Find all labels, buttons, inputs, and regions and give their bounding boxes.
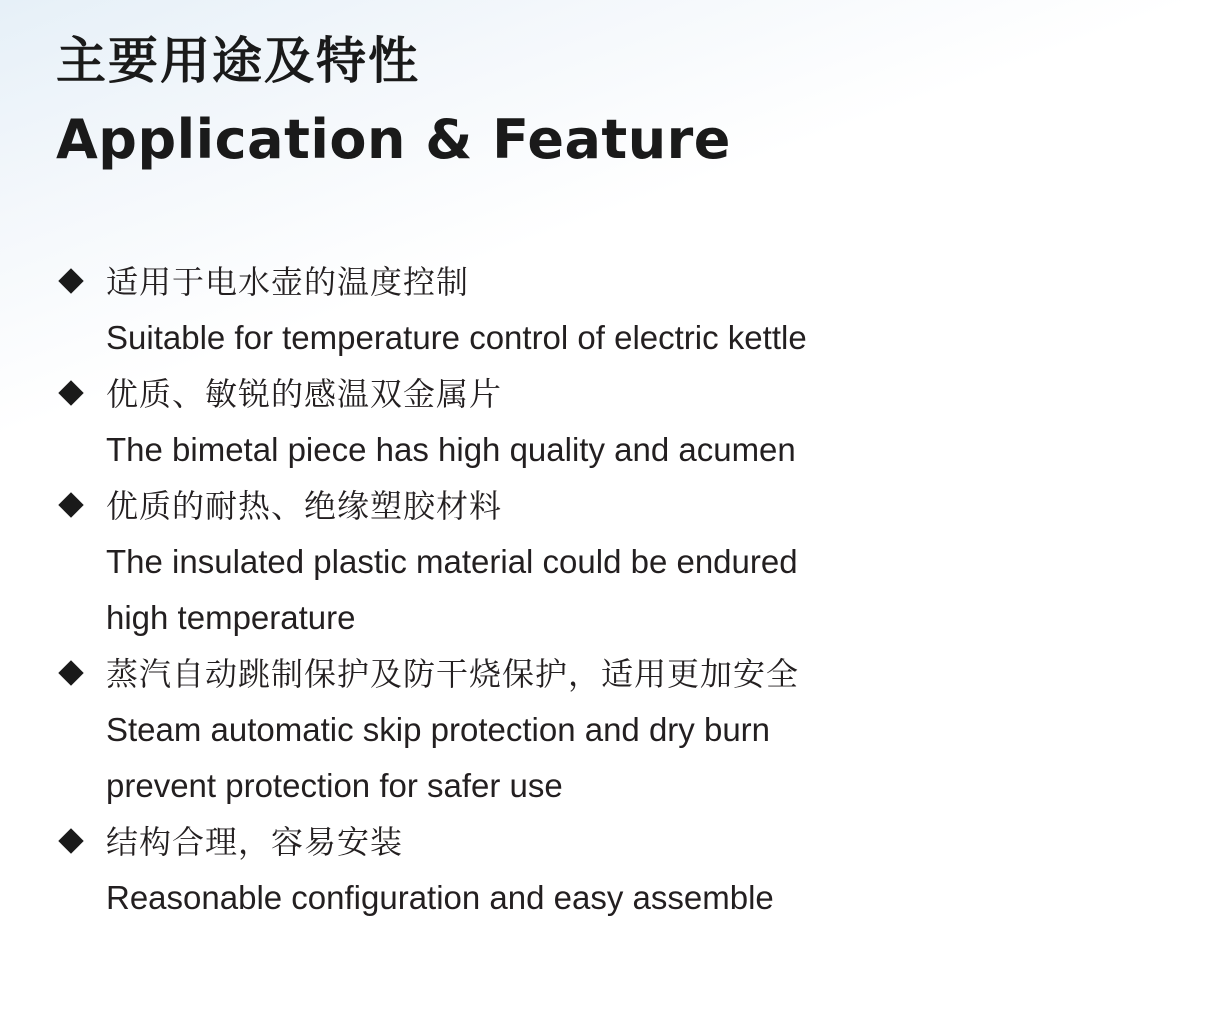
feature-chinese: 结构合理，容易安装 — [106, 823, 404, 861]
feature-chinese: 适用于电水壶的温度控制 — [106, 263, 470, 301]
black-diamond-icon — [58, 380, 83, 405]
black-diamond-icon — [58, 828, 83, 853]
feature-english-line: The bimetal piece has high quality and acumen — [106, 431, 796, 468]
feature-chinese: 蒸汽自动跳制保护及防干烧保护，适用更加安全 — [106, 655, 800, 693]
feature-chinese: 优质、敏锐的感温双金属片 — [106, 375, 503, 413]
feature-english-line: high temperature — [106, 599, 356, 636]
feature-list — [56, 254, 1176, 926]
feature-item — [56, 478, 1176, 646]
feature-chinese: 优质的耐热、绝缘塑胶材料 — [106, 487, 503, 525]
feature-english-line: Reasonable configuration and easy assemble — [106, 879, 774, 916]
black-diamond-icon — [58, 660, 83, 685]
black-diamond-icon — [58, 492, 83, 517]
feature-english-line: Steam automatic skip protection and dry burn — [106, 711, 771, 748]
feature-english-line: The insulated plastic material could be endured — [106, 543, 798, 580]
feature-item — [56, 814, 1176, 926]
feature-english-line: Suitable for temperature control of electric kettle — [106, 319, 807, 356]
title-chinese: 主要用途及特性 — [56, 32, 420, 90]
title-english: Application & Feature — [56, 108, 731, 171]
application-feature-section — [56, 28, 1176, 926]
feature-item — [56, 254, 1176, 366]
feature-english-line: prevent protection for safer use — [106, 767, 563, 804]
feature-item — [56, 646, 1176, 814]
black-diamond-icon — [58, 268, 83, 293]
feature-item — [56, 366, 1176, 478]
